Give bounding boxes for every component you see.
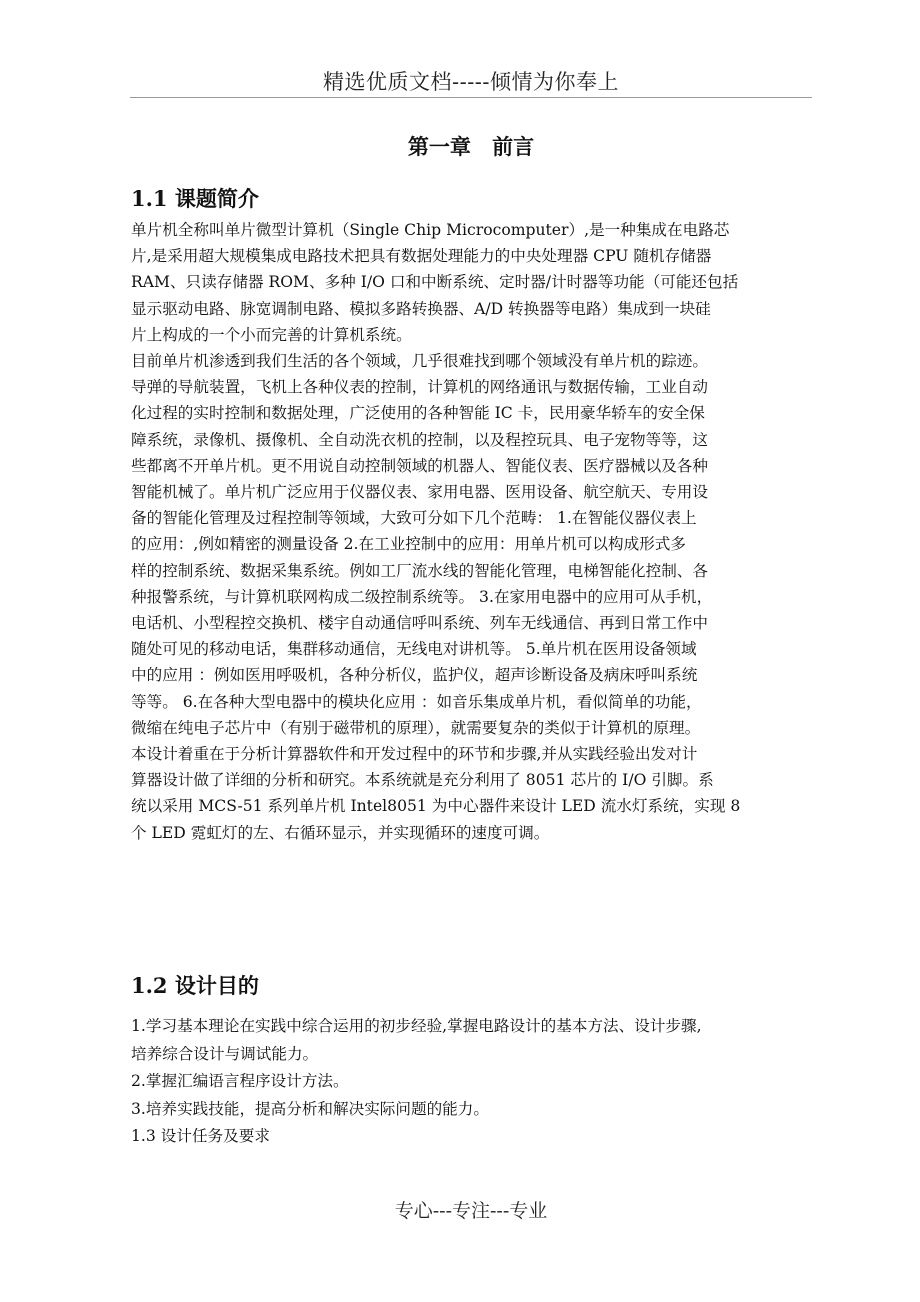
paragraph-line: 的应用：,例如精密的测量设备 2.在工业控制中的应用：用单片机可以构成形式多 (131, 535, 686, 554)
paragraph-line: 随处可见的移动电话，集群移动通信，无线电对讲机等。 5.单片机在医用设备领域 (131, 640, 697, 659)
section-1-1-body (131, 217, 813, 846)
paragraph-line: 统以采用 MCS-51 系列单片机 Intel8051 为中心器件来设计 LED 流水灯系统，实现 8 (131, 797, 741, 816)
paragraph-line: 本设计着重在于分析计算器软件和开发过程中的环节和步骤,并从实践经验出发对计 (131, 745, 698, 764)
paragraph-line: 2.掌握汇编语言程序设计方法。 (131, 1072, 349, 1090)
paragraph-line: 智能机械了。单片机广泛应用于仪器仪表、家用电器、医用设备、航空航天、专用设 (131, 483, 708, 502)
paragraph-line: 备的智能化管理及过程控制等领域，大致可分如下几个范畴： 1.在智能仪器仪表上 (131, 509, 697, 528)
paragraph-line: 导弹的导航装置，飞机上各种仪表的控制，计算机的网络通讯与数据传输，工业自动 (131, 378, 708, 397)
paragraph-line: 等等。 6.在各种大型电器中的模块化应用 ：如音乐集成单片机，看似简单的功能， (131, 692, 702, 711)
paragraph-line: 微缩在纯电子芯片中（有别于磁带机的原理），就需要复杂的类似于计算机的原理。 (131, 718, 701, 737)
chapter-title: 第一章 前言 (407, 134, 535, 159)
section-1-2-body (131, 1013, 813, 1151)
paragraph-line: 1.学习基本理论在实践中综合运用的初步经验,掌握电路设计的基本方法、设计步骤, (131, 1017, 702, 1035)
paragraph-line: 中的应用 ：例如医用呼吸机，各种分析仪，监护仪，超声诊断设备及病床呼叫系统 (131, 666, 698, 685)
paragraph-line: 算器设计做了详细的分析和研究。本系统就是充分利用了 8051 芯片的 I/O 引脚。系 (131, 771, 714, 790)
paragraph-line: 个 LED 霓虹灯的左、右循环显示，并实现循环的速度可调。 (131, 823, 550, 842)
paragraph-line: 种报警系统，与计算机联网构成二级控制系统等。 3.在家用电器中的应用可从手机， (131, 587, 713, 606)
paragraph-line: 样的控制系统、数据采集系统。例如工厂流水线的智能化管理，电梯智能化控制、各 (131, 561, 708, 580)
paragraph-line: RAM、只读存储器 ROM、多种 I/O 口和中断系统、定时器/计时器等功能（可能还包括 (131, 273, 739, 292)
header-divider (130, 97, 812, 98)
section-heading-1-1: 1.1 课题简介 (131, 186, 259, 211)
paragraph-line: 片上构成的一个小而完善的计算机系统。 (131, 325, 412, 344)
paragraph-line: 片,是采用超大规模集成电路技术把具有数据处理能力的中央处理器 CPU 随机存储器 (131, 247, 712, 266)
paragraph-line: 目前单片机渗透到我们生活的各个领域，几乎很难找到哪个领域没有单片机的踪迹。 (131, 352, 708, 371)
paragraph-line: 培养综合设计与调试能力。 (131, 1044, 319, 1063)
paragraph-line: 单片机全称叫单片微型计算机（Single Chip Microcomputer）,是一种集成在电路芯 (131, 221, 730, 239)
paragraph-line: 障系统，录像机、摄像机、全自动洗衣机的控制，以及程控玩具、电子宠物等等，这 (131, 430, 708, 449)
paragraph-line: 显示驱动电路、脉宽调制电路、模拟多路转换器、A/D 转换器等电路）集成到一块硅 (131, 299, 711, 318)
paragraph-line: 化过程的实时控制和数据处理，广泛使用的各种智能 IC 卡，民用豪华轿车的安全保 (131, 404, 705, 423)
paragraph-line: 电话机、小型程控交换机、楼宇自动通信呼叫系统、列车无线通信、再到日常工作中 (131, 614, 708, 633)
section-heading-1-2: 1.2 设计目的 (131, 973, 259, 998)
paragraph-line: 些都离不开单片机。更不用说自动控制领域的机器人、智能仪表、医疗器械以及各种 (131, 456, 708, 475)
page-header: 精选优质文档-----倾情为你奉上 (323, 70, 619, 94)
page-footer: 专心---专注---专业 (394, 1200, 548, 1222)
paragraph-line: 1.3 设计任务及要求 (131, 1127, 270, 1145)
paragraph-line: 3.培养实践技能，提高分析和解决实际问题的能力。 (131, 1099, 489, 1118)
